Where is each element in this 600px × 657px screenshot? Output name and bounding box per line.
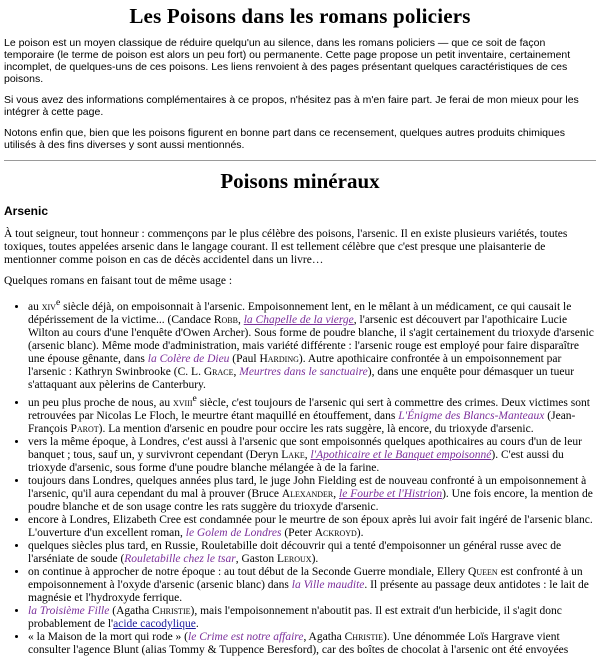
text: on continue à approcher de notre époque : au tout début de la Seconde Guerre mondiale, Ellery <box>28 565 469 578</box>
book-link[interactable]: la Chapelle de la vierge <box>243 313 354 326</box>
intro-paragraph-3: Notons enfin que, bien que les poisons figurent en bonne part dans ce recensement, quelques autres produits chimiques utilisés à des fins diverses y sont aussi mentionnés. <box>4 127 565 151</box>
text: , <box>237 313 244 326</box>
text: au <box>28 300 42 313</box>
text: , Agatha <box>303 630 345 643</box>
list-item <box>28 566 596 605</box>
list-item <box>28 605 596 631</box>
author-name: Queen <box>468 565 498 578</box>
book-title: le Crime est notre affaire <box>188 630 304 643</box>
book-link[interactable]: le Fourbe et l'Histrion <box>339 487 443 500</box>
book-title: Rouletabille chez le tsar <box>124 552 236 565</box>
list-item <box>28 296 596 392</box>
author-name: Grace <box>203 365 234 378</box>
author-name: Christie <box>344 630 383 643</box>
list-item <box>28 436 596 475</box>
text: siècle, c'est toujours de l'arsenic qui sert à commettre des crimes. Deux victimes sont retrouvées par Nicolas Le Floch, le meurtre étant maquillé en étouffement, dans <box>28 396 590 422</box>
text: (Jean-François <box>28 409 576 435</box>
text: siècle déjà, on empoisonnait à l'arsenic. Empoisonnement lent, en le mêlant à un médicament, ce qui causait le dépérissement de la victime... (Candace <box>28 300 572 326</box>
author-name: Alexander <box>281 487 334 500</box>
poison-link[interactable]: acide cacodylique <box>113 617 196 630</box>
list-item <box>28 475 596 514</box>
text: . Il présente au passage deux antidotes : le lait de magnésie et l'hydroxyde ferrique. <box>28 578 589 604</box>
book-title: la Troisième Fille <box>28 604 110 617</box>
text: , <box>233 365 240 378</box>
text: ). Une fois encore, la mention de poudre blanche et de son usage contre les rats suggère du trioxyde d'arsenic. <box>28 487 593 513</box>
book-title: Meurtres dans le sanctuaire <box>239 365 368 378</box>
author-name: Leroux <box>276 552 312 565</box>
arsenic-intro: À tout seigneur, tout honneur : commençons par le plus célèbre des poisons, l'arsenic. Il en existe plusieurs variétés, toutes toxiques, toutes appelées arsenic dans le langage courant. Il est tellement célèbre que c'est presque une plaisanterie de mentionner comme poison en cas de décès accidentel dans un livre… <box>4 228 568 266</box>
century: xiv <box>41 300 56 313</box>
text: , <box>304 448 311 461</box>
century-suffix: e <box>192 392 197 404</box>
novels-lead: Quelques romans en faisant tout de même usage : <box>4 275 233 287</box>
century: xviii <box>173 396 193 409</box>
text: « la Maison de la mort qui rode » ( <box>28 630 189 643</box>
text: (Peter <box>281 526 315 539</box>
book-title: la Ville maudite <box>291 578 365 591</box>
text: (Paul <box>229 352 260 365</box>
section-divider <box>4 160 596 161</box>
novel-list <box>4 296 596 657</box>
book-title: L'Énigme des Blancs-Manteaux <box>398 409 545 422</box>
list-item <box>28 631 596 657</box>
section-title: Poisons minéraux <box>220 169 380 193</box>
page-title: Les Poisons dans les romans policiers <box>129 4 471 28</box>
text: encore à Londres, Elizabeth Cree est condamnée pour le meurtre de son époux après lui avoir fait ingéré de l'arsenic blanc. L'ouverture d'un excellent roman, <box>28 513 593 539</box>
text: quelques siècles plus tard, en Russie, Rouletabille doit découvrir qui a tenté d'empoisonner un général russe avec de l'arséniate de soude ( <box>28 539 562 565</box>
list-item <box>28 540 596 566</box>
text: ). C'est aussi du trioxyde d'arsenic, sous forme d'une poudre blanche mélangée à de la farine. <box>28 448 564 474</box>
text: un peu plus proche de nous, au <box>28 396 173 409</box>
intro-paragraph-1: Le poison est un moyen classique de réduire quelqu'un au silence, dans les romans policiers — que ce soit de façon temporaire (le terme de poison est alors un peu fort) ou permanente. Cette page propose un petit inventaire, certainement incomplet, de quelques-uns de ces poisons. Les liens renvoient à des pages présentant quelques caractéristiques de ces poisons. <box>4 37 571 85</box>
text: est confronté à un empoisonnement à l'oxyde d'arsenic (arsenic blanc) dans <box>28 565 583 591</box>
text: ). <box>311 552 319 565</box>
text: , l'arsenic est découvert par l'apothicaire Lucie Wilton au cours d'une l'enquête d'Owen Archer). Sous forme de poudre blanche, il s'agit certainement du trioxyde d'arsenic (arsenic blanc). Même mode d'administration, mais variété différente : l'arsenic rouge est employé pour faire disparaître une épouse gênante, dans <box>28 313 594 365</box>
text: ). Une dénommée Loïs Hargrave vient consulter l'agence Blunt (alias Tommy & Tuppence Beresford), car des boîtes de chocolat à l'arsenic ont été envoyées <box>28 630 569 656</box>
text: toujours dans Londres, quelques années plus tard, le juge John Fielding est de nouveau confronté à un empoisonnement à l'arsenic, qu'il aura cependant du mal à prouver (Bruce <box>28 474 587 500</box>
book-link[interactable]: l'Apothicaire et le Banquet empoisonné <box>310 448 492 461</box>
book-title: le Golem de Londres <box>185 526 282 539</box>
page <box>0 4 600 657</box>
list-item <box>28 392 596 436</box>
subsection-title: Arsenic <box>4 204 49 218</box>
author-name: Ackroyd <box>314 526 357 539</box>
text: , Gaston <box>235 552 277 565</box>
author-name: Harding <box>259 352 299 365</box>
author-name: Christie <box>152 604 191 617</box>
text: , <box>333 487 340 500</box>
list-item <box>28 514 596 540</box>
text: . <box>195 617 199 630</box>
text: ), dans une enquête pour démasquer un tueur s'attaquant aux pèlerins de Canterbury. <box>28 365 575 391</box>
author-name: Parot <box>70 422 99 435</box>
book-title: la Colère de Dieu <box>147 352 230 365</box>
text: ). <box>356 526 364 539</box>
text: ). La mention d'arsenic en poudre pour occire les rats suggère, là encore, du trioxyde d'arsenic. <box>98 422 534 435</box>
text: (Agatha <box>109 604 153 617</box>
author-name: Lake <box>281 448 305 461</box>
intro-paragraph-2: Si vous avez des informations complémentaires à ce propos, n'hésitez pas à m'en faire part. Je ferai de mon mieux pour les intégrer à cette page. <box>4 94 579 118</box>
author-name: Robb <box>213 313 238 326</box>
text: ). Autre apothicaire confrontée à un empoisonnement par l'arsenic : Kathryn Swinbrooke (C. L. <box>28 352 562 378</box>
text: ), mais l'empoisonnement n'aboutit pas. Il est extrait d'un herbicide, il s'agit donc probablement de l' <box>28 604 562 630</box>
century-suffix: e <box>55 297 61 308</box>
text: vers la même époque, à Londres, c'est aussi à l'arsenic que sont empoisonnés quelques apothicaires au cours d'un de leur banquet ; tous, sauf un, y survivront cependant (Deryn <box>28 435 582 461</box>
